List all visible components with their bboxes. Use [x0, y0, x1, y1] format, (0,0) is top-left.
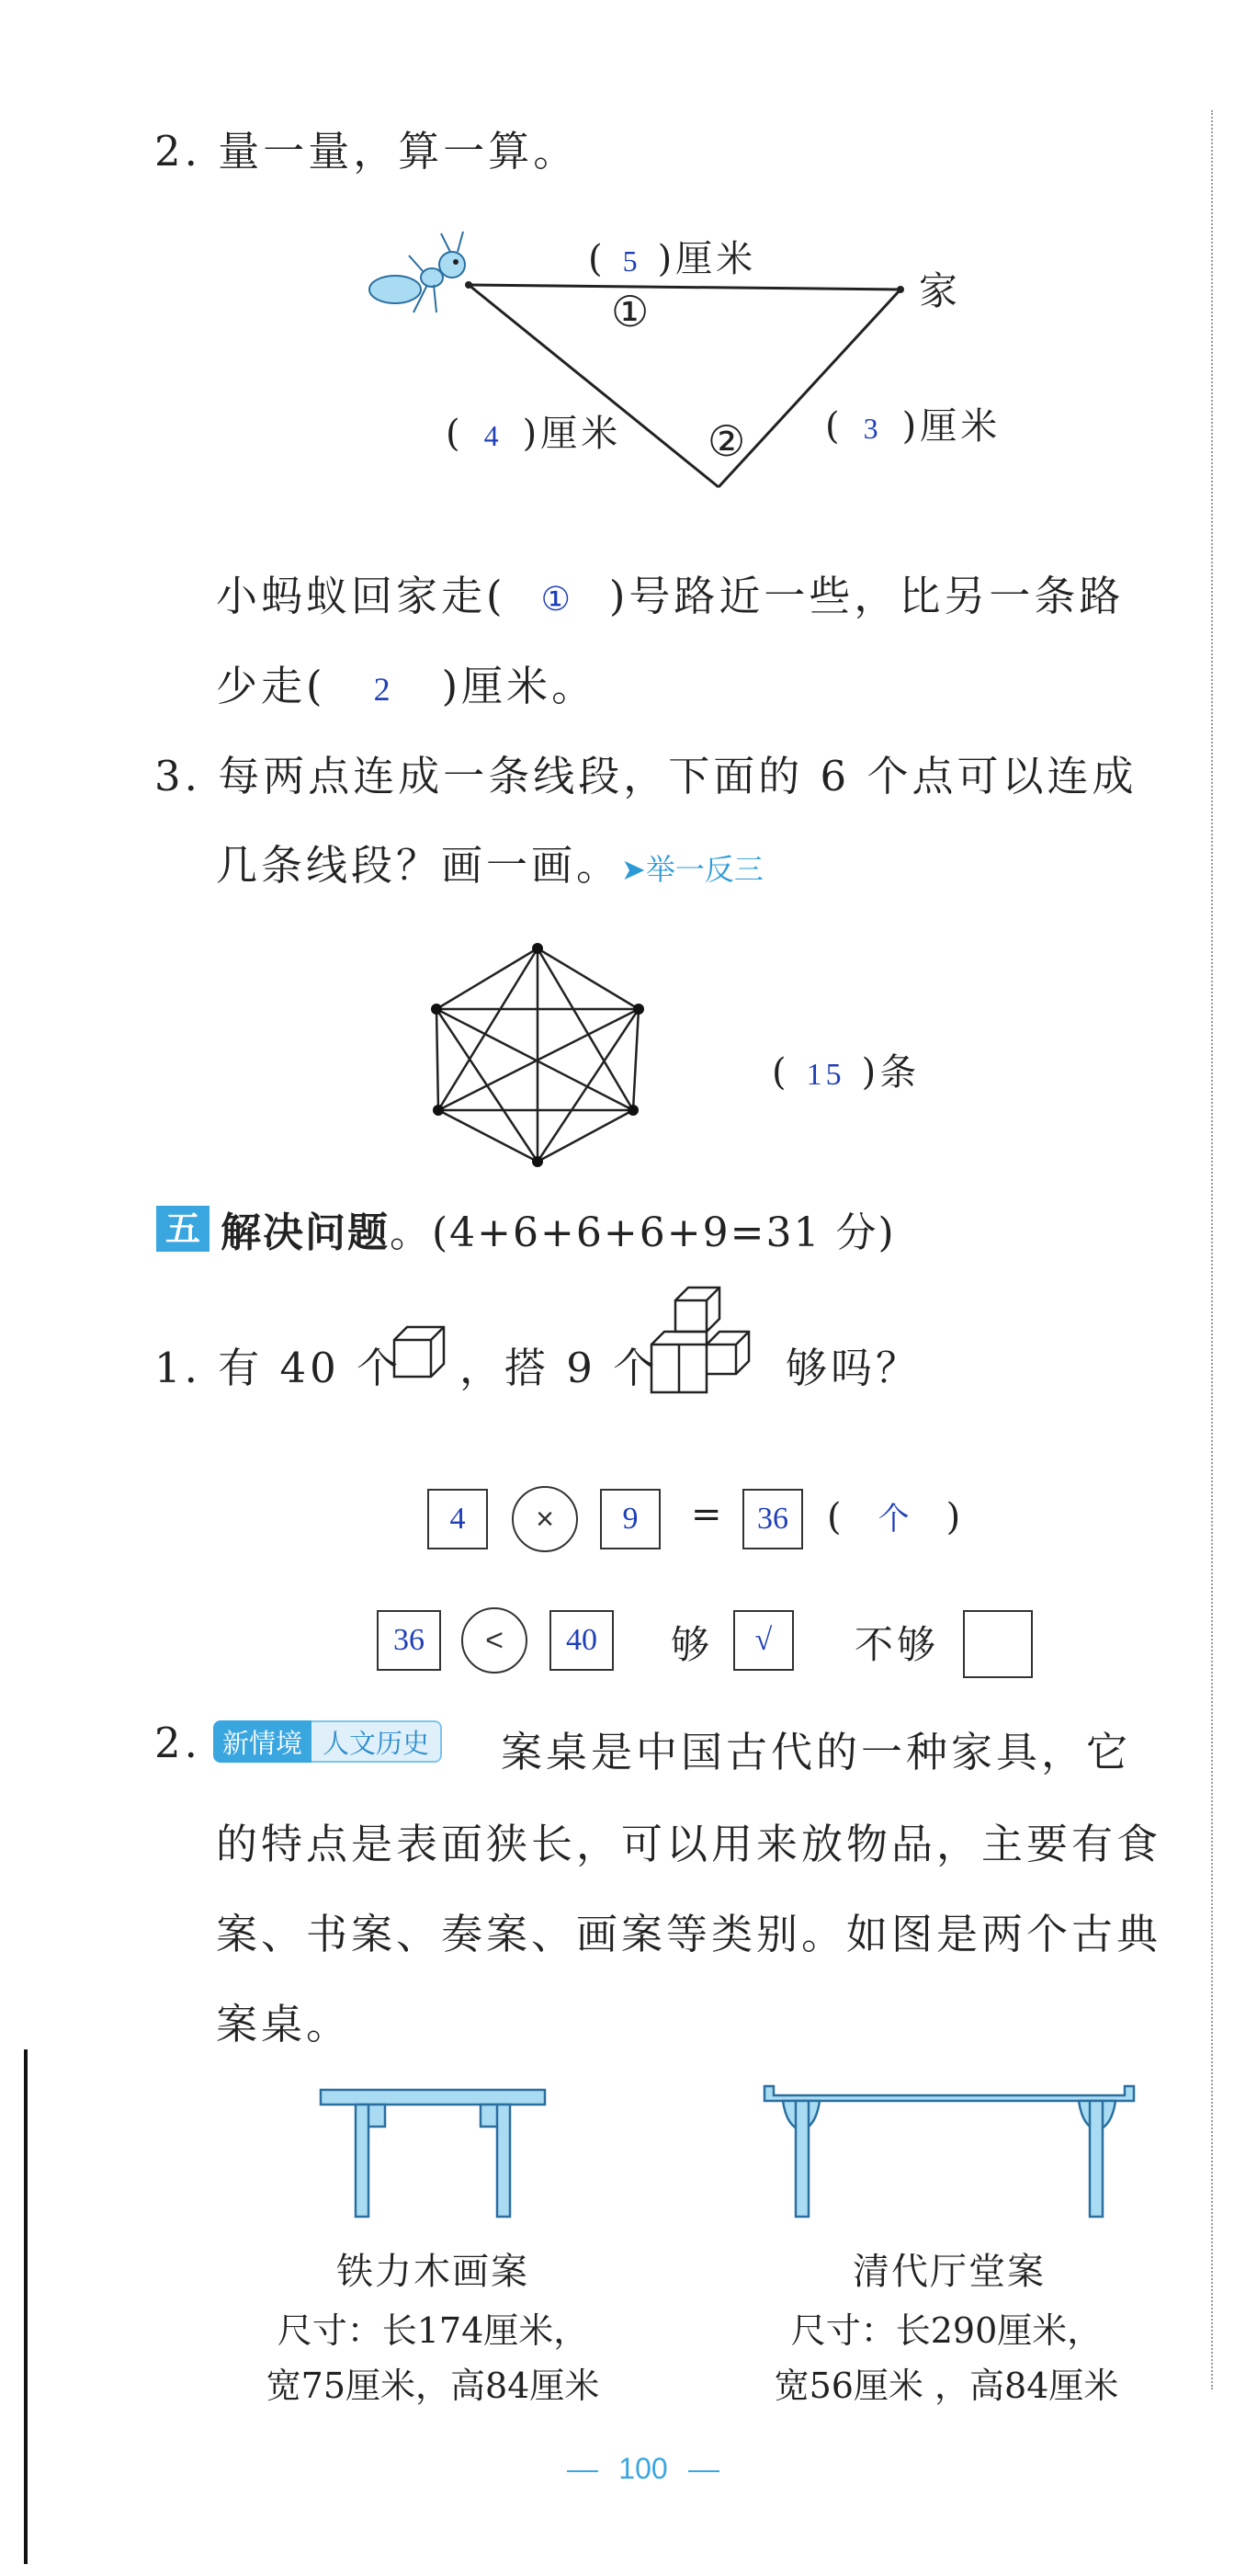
connecting-segment [538, 948, 639, 1009]
qing-hall-table-drawing [761, 2079, 1138, 2224]
problem-1-post: 够吗？ [786, 1344, 922, 1392]
margin-dotted-line [1211, 110, 1213, 2389]
difference-answer: 2 [373, 671, 394, 708]
table-1-size-line-2: 宽75厘米，高84厘米 [266, 2366, 600, 2406]
text: 少走( [216, 662, 326, 710]
hexagon-point [431, 1004, 442, 1015]
segment-2-answer: 4 [483, 419, 503, 452]
connecting-segment [538, 1110, 633, 1162]
segment-3-label [825, 397, 1001, 449]
page-number [533, 2452, 753, 2486]
problem-2-line-4: 案桌。 [216, 2000, 352, 2048]
section-5-header [221, 1199, 896, 1258]
segment-count-answer: 15 [806, 1058, 845, 1092]
problem-1-mid: ，搭 9 个 [459, 1344, 659, 1392]
section-5-title: 解决问题 [221, 1209, 390, 1256]
question-3-line-2 [216, 832, 764, 891]
paren: ( [588, 238, 606, 280]
paren: ( [446, 413, 464, 455]
eq2-right: 40 [549, 1610, 614, 1671]
route-answer: ① [540, 581, 574, 618]
table-2-name: 清代厅堂案 [853, 2251, 1046, 2293]
text: )号路近一些，比另一条路 [608, 572, 1125, 620]
hexagon-point [532, 943, 543, 954]
unit: )厘米 [901, 405, 1002, 448]
connecting-segment [436, 948, 538, 1009]
text: 几条线段？画一画。 [216, 841, 622, 890]
dash [688, 2470, 719, 2472]
paren: ( [772, 1051, 790, 1094]
binding-edge [24, 2049, 28, 2564]
example-link[interactable]: ➤举一反三 [621, 852, 764, 887]
ant-icon [369, 232, 465, 312]
table-1-name: 铁力木画案 [336, 2251, 529, 2293]
hexagon-point [633, 1004, 644, 1015]
connecting-segment [436, 1009, 438, 1110]
not-enough-checkbox[interactable] [963, 1610, 1033, 1678]
question-3-line-1: 3. 每两点连成一条线段，下面的 6 个点可以连成 [154, 752, 1138, 800]
section-5-score: 。(4+6+6+6+9=31 分) [390, 1209, 896, 1256]
connecting-segment [438, 1110, 538, 1162]
paren: ) [946, 1496, 961, 1538]
segment-1-answer: 5 [622, 244, 641, 278]
eq1-unit-answer: 个 [878, 1503, 910, 1537]
hexagon-point [532, 1156, 543, 1167]
not-enough-label: 不够 [855, 1622, 940, 1667]
question-3-answer [772, 1043, 920, 1095]
enough-checkbox[interactable]: √ [733, 1610, 794, 1671]
paren: ( [825, 405, 844, 448]
section-5-badge: 五 [156, 1206, 210, 1252]
segment-3-answer: 3 [863, 412, 882, 445]
new-context-label: 新情境 [213, 1720, 311, 1763]
table-2-size-line-2: 宽56厘米 ，高84厘米 [774, 2366, 1119, 2406]
eq1-equals: = [691, 1493, 722, 1536]
unit: )厘米 [657, 238, 757, 280]
text: 小蚂蚁回家走( [216, 572, 506, 620]
new-context-tag [213, 1720, 442, 1763]
stacked-cubes-icon [648, 1282, 758, 1397]
text: )厘米。 [441, 662, 597, 710]
iron-wood-table-drawing [317, 2086, 549, 2224]
unit: )厘米 [522, 413, 622, 455]
hexagon-point [628, 1105, 639, 1116]
home-label: 家 [919, 268, 962, 313]
problem-1-pre: 1. 有 40 个 [154, 1344, 402, 1392]
table-2-size-line-1: 尺寸：长290厘米， [790, 2310, 1103, 2351]
question-2-answer-line-1 [216, 562, 1124, 622]
eq1-operator: × [512, 1486, 578, 1552]
dash [567, 2470, 598, 2472]
connecting-segment [633, 1009, 639, 1110]
eq1-unit [827, 1493, 960, 1538]
problem-2-line-3: 案、书案、奏案、画案等类别。如图是两个古典 [216, 1910, 1162, 1958]
single-cube-icon [391, 1323, 447, 1380]
eq1-factor-a: 4 [427, 1489, 488, 1549]
hexagon-points-diagram [418, 928, 657, 1167]
table-1-size-line-1: 尺寸：长174厘米， [277, 2310, 589, 2351]
unit: )条 [861, 1051, 921, 1094]
problem-2-line-2: 的特点是表面狭长，可以用来放物品，主要有食 [216, 1820, 1162, 1868]
page-number-text: 100 [618, 2452, 668, 2485]
eq1-factor-b: 9 [600, 1489, 661, 1549]
route-1-marker: ① [611, 287, 650, 336]
question-2-title: 2. 量一量，算一算。 [154, 127, 579, 176]
problem-2-line-1: 案桌是中国古代的一种家具，它 [501, 1728, 1132, 1776]
eq2-left: 36 [377, 1610, 441, 1671]
eq2-operator: < [461, 1607, 527, 1674]
problem-2-number: 2. [154, 1719, 201, 1767]
segment-1-label [588, 230, 756, 282]
route-2-marker: ② [708, 416, 746, 466]
eq1-result: 36 [742, 1489, 803, 1549]
segment-2-label [446, 404, 621, 457]
humanities-history-label: 人文历史 [311, 1720, 442, 1763]
question-2-answer-line-2 [216, 653, 596, 712]
enough-label: 够 [671, 1622, 710, 1667]
paren: ( [827, 1496, 842, 1538]
hexagon-point [433, 1105, 444, 1116]
